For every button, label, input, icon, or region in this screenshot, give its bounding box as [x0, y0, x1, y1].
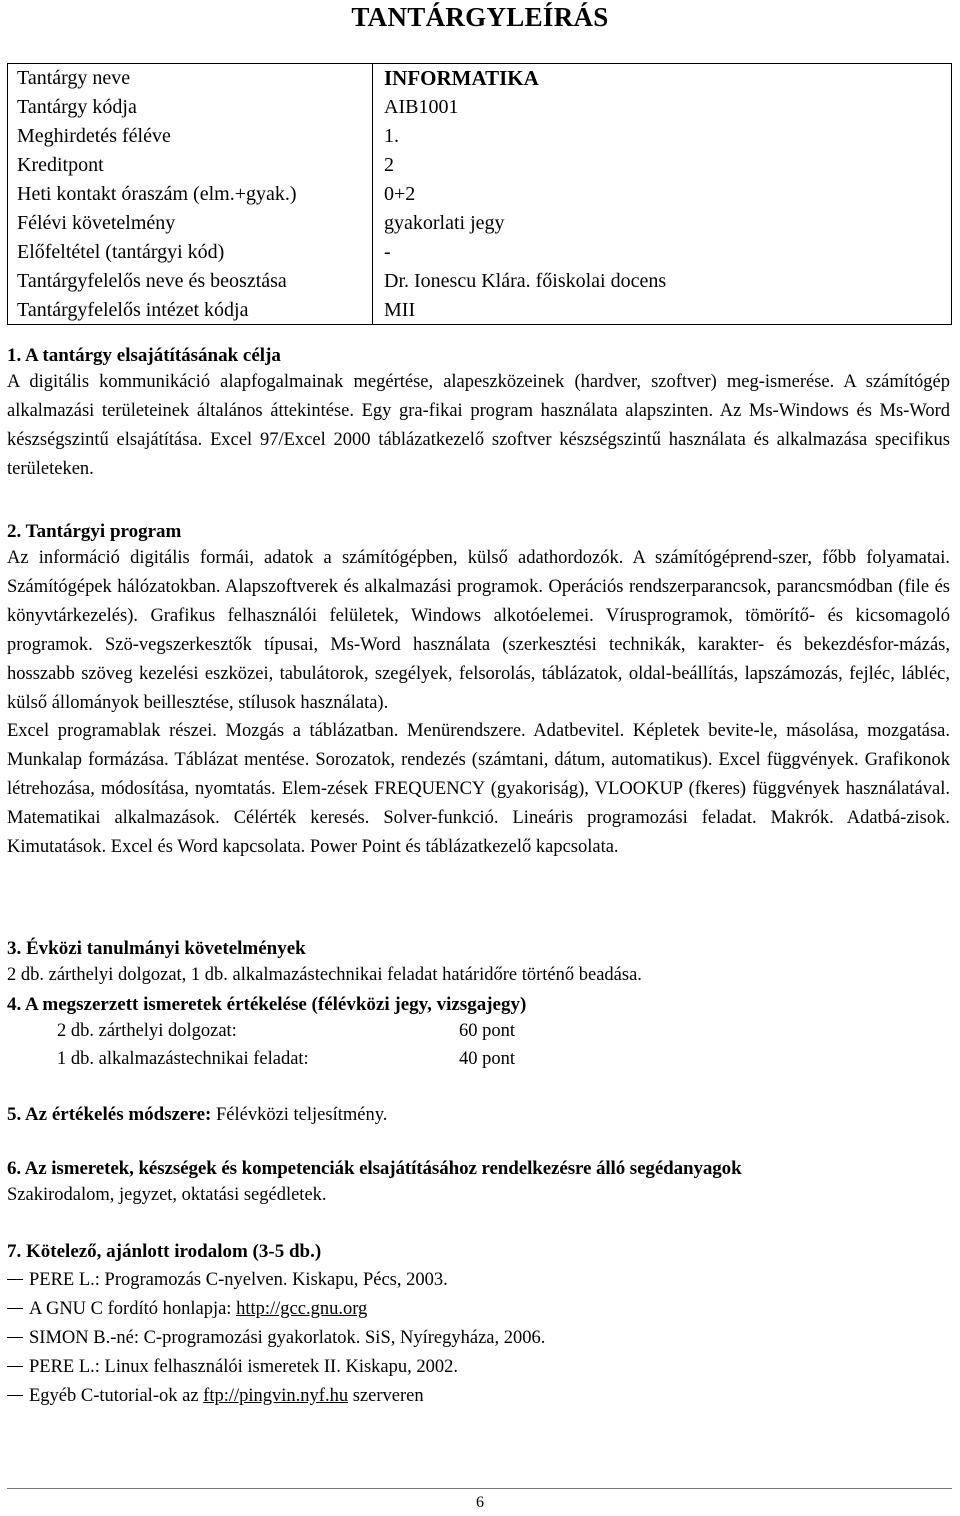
section-text: A digitális kommunikáció alapfogalmainak megértése, alapeszközeinek (hardver, szoftver) meg-ismerése. A számítógép alkalmazási területeinek általános áttekintése. Egy gra-fikai program használata alapszinten. Az Ms-Windows és Ms-Word készségszintű elsajátítása. Excel 97/Excel 2000 táblázatkezelő szoftver készségszintű használata és alkalmazása specifikus területeken.	[7, 372, 950, 479]
literature-text: SIMON B.-né: C-programozási gyakorlatok. SiS, Nyíregyháza, 2006.	[29, 1328, 546, 1348]
grade-label: 2 db. zárthelyi dolgozat:	[57, 1021, 237, 1041]
list-item	[7, 1295, 950, 1324]
literature-text: PERE L.: Linux felhasználói ismeretek II. Kiskapu, 2002.	[29, 1357, 459, 1377]
info-value: INFORMATIKA	[373, 64, 952, 93]
info-label: Félévi követelmény	[8, 208, 373, 237]
literature-text: Egyéb C-tutorial-ok az	[29, 1386, 204, 1406]
table-row	[8, 266, 952, 295]
section-text: 2 db. zárthelyi dolgozat, 1 db. alkalmazástechnikai feladat határidőre történő beadása.	[7, 965, 642, 985]
section-requirements	[7, 937, 950, 989]
section-evaluation	[7, 993, 950, 1073]
info-label: Meghirdetés féléve	[8, 122, 373, 151]
info-value: AIB1001	[373, 93, 952, 122]
section-heading: 3. Évközi tanulmányi követelmények	[7, 938, 306, 959]
info-value: 2	[373, 151, 952, 180]
grade-value: 60 pont	[459, 1021, 516, 1041]
section-text: Szakirodalom, jegyzet, oktatási segédletek.	[7, 1185, 327, 1205]
table-row	[8, 180, 952, 209]
info-value: gyakorlati jegy	[373, 208, 952, 237]
section-text: Félévközi teljesítmény.	[211, 1105, 388, 1125]
literature-link[interactable]: ftp://pingvin.nyf.hu	[203, 1386, 349, 1406]
dash-bullet	[7, 1395, 23, 1396]
section-heading: 7. Kötelező, ajánlott irodalom (3-5 db.)	[7, 1241, 322, 1262]
grade-row	[7, 1017, 950, 1045]
section-heading: 6. Az ismeretek, készségek és kompetenciák elsajátításához rendelkezésre álló segédanyagok	[7, 1158, 742, 1179]
info-value: -	[373, 237, 952, 266]
info-value: 0+2	[373, 180, 952, 209]
page-title: TANTÁRGYLEÍRÁS	[351, 2, 609, 32]
info-label: Heti kontakt óraszám (elm.+gyak.)	[8, 180, 373, 209]
section-heading: 2. Tantárgyi program	[7, 521, 182, 542]
dash-bullet	[7, 1337, 23, 1338]
section-program	[7, 520, 950, 862]
table-row	[8, 237, 952, 266]
section-heading: 5. Az értékelés módszere:	[7, 1104, 212, 1125]
table-row	[8, 208, 952, 237]
course-info-table	[7, 63, 952, 325]
info-label: Előfeltétel (tantárgyi kód)	[8, 237, 373, 266]
page-number: 6	[476, 1494, 484, 1511]
dash-bullet	[7, 1279, 23, 1280]
section-method	[7, 1101, 950, 1129]
table-row	[8, 295, 952, 324]
section-goal	[7, 344, 950, 484]
info-label: Tantárgy kódja	[8, 93, 373, 122]
section-text: Excel programablak részei. Mozgás a táblázatban. Menürendszere. Adatbevitel. Képletek bevite-le, másolása, mozgatása. Munkalap formázása. Táblázat mentése. Sorozatok, rendezés (számtani, dátum, automatikus). Excel függvények. Grafikonok létrehozása, módosítása, nyomtatás. Elem-zések FREQUENCY (gyakoriság), VLOOKUP (fkeres) függvények használatával. Matematikai alkalmazások. Célérték keresés. Solver-funkció. Lineáris programozási feladat. Makrók. Adatbá-zisok. Kimutatások. Excel és Word kapcsolata. Power Point és táblázatkezelő kapcsolata.	[7, 721, 950, 858]
section-text: Az információ digitális formái, adatok a számítógépben, külső adathordozók. A számítógéprend-szer, főbb folyamatai. Számítógépek hálózatokban. Alapszoftverek és alkalmazási programok. Operációs rendszerparancsok, parancsmódban (file és könyvtárkezelés). Grafikus felhasználói felületek, Windows alkotóelemei. Vírusprogramok, tömörítő- és kicsomagoló programok. Szö-vegszerkesztők típusai, Ms-Word használata (szerkesztési technikák, karakter- és bekezdésfor-mázás, hosszabb szöveg kezelési eszközei, tabulátorok, szegélyek, felsorolás, táblázatok, oldal-beállítás, lapszámozás, fejléc, lábléc, külső állományok beillesztése, stílusok használata).	[7, 548, 950, 713]
section-heading: 1. A tantárgy elsajátításának célja	[7, 345, 281, 366]
info-value: MII	[373, 295, 952, 324]
info-label: Tantárgy neve	[8, 64, 373, 93]
info-value: Dr. Ionescu Klára. főiskolai docens	[373, 266, 952, 295]
list-item	[7, 1324, 950, 1353]
section-heading: 4. A megszerzett ismeretek értékelése (félévközi jegy, vizsgajegy)	[7, 994, 527, 1015]
footer-divider	[7, 1488, 952, 1489]
grade-label: 1 db. alkalmazástechnikai feladat:	[57, 1049, 309, 1069]
section-literature	[7, 1240, 950, 1411]
literature-link[interactable]: http://gcc.gnu.org	[236, 1299, 368, 1319]
table-row	[8, 93, 952, 122]
dash-bullet	[7, 1366, 23, 1367]
literature-text: PERE L.: Programozás C-nyelven. Kiskapu, Pécs, 2003.	[29, 1270, 448, 1290]
info-label: Tantárgyfelelős intézet kódja	[8, 295, 373, 324]
table-row	[8, 151, 952, 180]
dash-bullet	[7, 1308, 23, 1309]
info-label: Kreditpont	[8, 151, 373, 180]
info-label: Tantárgyfelelős neve és beosztása	[8, 266, 373, 295]
table-row	[8, 64, 952, 93]
list-item	[7, 1382, 950, 1411]
grade-value: 40 pont	[459, 1049, 516, 1069]
section-materials	[7, 1157, 950, 1209]
grade-row	[7, 1045, 950, 1073]
list-item	[7, 1266, 950, 1295]
literature-text: szerveren	[348, 1386, 424, 1406]
table-row	[8, 122, 952, 151]
list-item	[7, 1353, 950, 1382]
info-value: 1.	[373, 122, 952, 151]
literature-text: A GNU C fordító honlapja:	[29, 1299, 237, 1319]
